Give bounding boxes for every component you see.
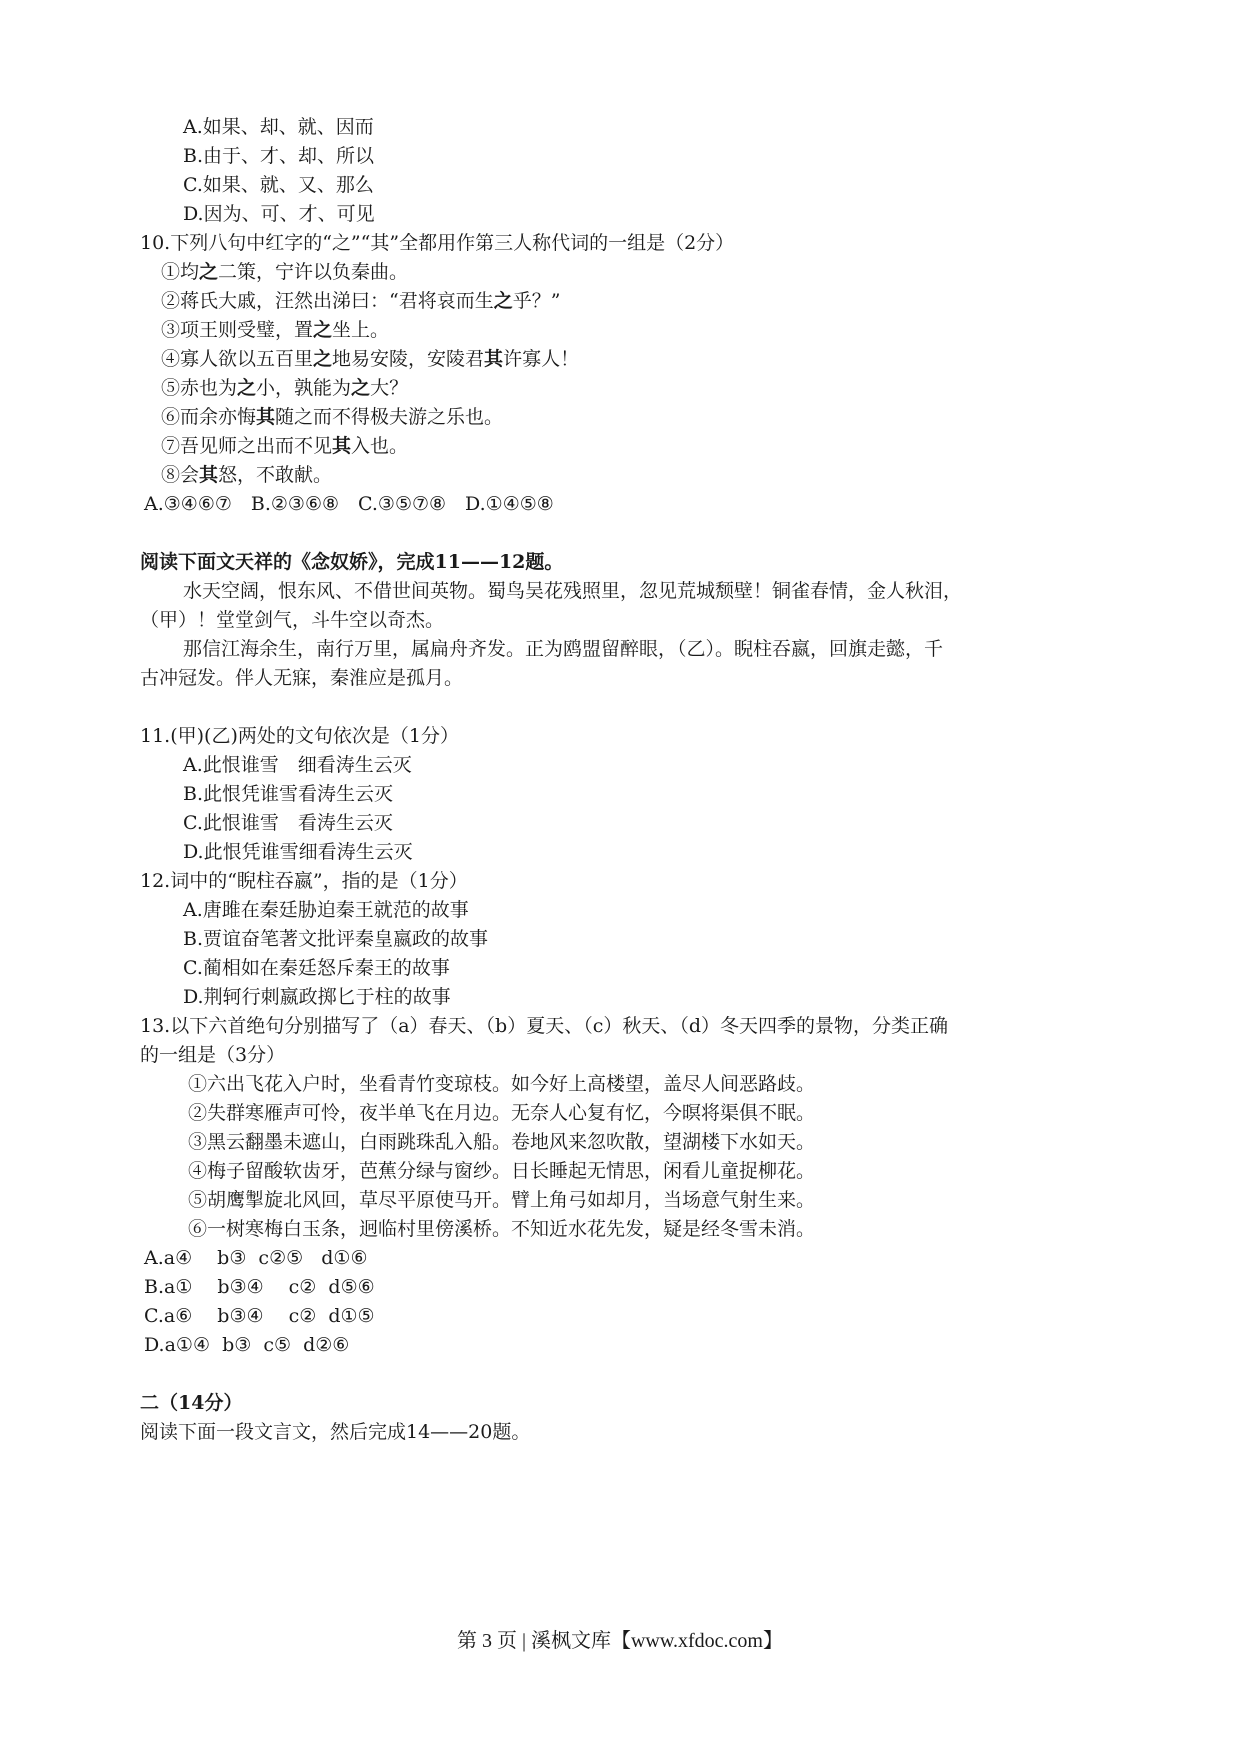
q9-option-d: D.因为、可、才、可见	[183, 203, 375, 225]
q9-option-c: C.如果、就、又、那么	[183, 174, 374, 196]
q10-item: ①均之二策，宁许以负秦曲。	[161, 261, 409, 283]
q11-option-b: B.此恨凭谁雪看涛生云灭	[183, 783, 394, 805]
q10-item: ②蒋氏大戚，汪然出涕曰：“君将哀而生之乎？”	[161, 290, 561, 312]
q10-stem: 10.下列八句中红字的“之”“其”全都用作第三人称代词的一组是（2分）	[140, 232, 735, 254]
poem-line: 水天空阔，恨东风、不借世间英物。蜀鸟吴花残照里，忽见荒城颓壁！铜雀春情，金人秋泪，	[183, 580, 963, 602]
poem-line: 那信江海余生，南行万里，属扁舟齐发。正为鸥盟留醉眼，（乙）。睨柱吞嬴，回旗走懿，千	[183, 638, 944, 660]
q13-poem: ③黑云翻墨未遮山，白雨跳珠乱入船。卷地风来忽吹散，望湖楼下水如天。	[188, 1131, 816, 1153]
q10-item: ③项王则受璧，置之坐上。	[161, 319, 390, 341]
q13-poem: ④梅子留酸软齿牙，芭蕉分绿与窗纱。日长睡起无情思，闲看儿童捉柳花。	[188, 1160, 816, 1182]
q13-option-a: A.a④ b③ c②⑤ d①⑥	[144, 1247, 368, 1269]
q13-stem: 13.以下六首绝句分别描写了（a）春天、（b）夏天、（c）秋天、（d）冬天四季的景物，分类正确	[140, 1015, 949, 1037]
poem-line: 古冲冠发。伴人无寐，秦淮应是孤月。	[140, 667, 464, 689]
poem-line: （甲）！堂堂剑气，斗牛空以奇杰。	[140, 609, 445, 631]
q10-item: ⑧会其怒，不敢献。	[161, 464, 333, 486]
q13-poem: ⑥一树寒梅白玉条，迥临村里傍溪桥。不知近水花先发，疑是经冬雪未消。	[188, 1218, 816, 1240]
page-footer: 第 3 页 | 溪枫文库【www.xfdoc.com】	[456, 1630, 783, 1652]
section-intro: 阅读下面一段文言文，然后完成14——20题。	[140, 1421, 531, 1443]
q12-option-a: A.唐雎在秦廷胁迫秦王就范的故事	[183, 899, 469, 921]
q13-poem: ①六出飞花入户时，坐看青竹变琼枝。如今好上高楼望，盖尽人间恶路歧。	[188, 1073, 816, 1095]
q11-option-d: D.此恨凭谁雪细看涛生云灭	[183, 841, 413, 863]
q13-option-d: D.a①④ b③ c⑤ d②⑥	[144, 1334, 350, 1356]
q10-item: ⑦吾见师之出而不见其入也。	[161, 435, 409, 457]
section-heading: 二（14分）	[140, 1392, 243, 1414]
q9-option-b: B.由于、才、却、所以	[183, 145, 375, 167]
q12-option-b: B.贾谊奋笔著文批评秦皇嬴政的故事	[183, 928, 489, 950]
q13-option-c: C.a⑥ b③④ c② d①⑤	[144, 1305, 375, 1327]
q13-poem: ②失群寒雁声可怜，夜半单飞在月边。无奈人心复有忆，今暝将渠俱不眠。	[188, 1102, 816, 1124]
q11-option-a: A.此恨谁雪 细看涛生云灭	[183, 754, 412, 776]
q10-options: A.③④⑥⑦ B.②③⑥⑧ C.③⑤⑦⑧ D.①④⑤⑧	[144, 493, 554, 515]
q11-option-c: C.此恨谁雪 看涛生云灭	[183, 812, 393, 834]
q10-item: ④寡人欲以五百里之地易安陵，安陵君其许寡人！	[161, 348, 580, 370]
q13-option-b: B.a① b③④ c② d⑤⑥	[144, 1276, 375, 1298]
poem-heading: 阅读下面文天祥的《念奴娇》，完成11——12题。	[140, 551, 564, 573]
q12-option-c: C.蔺相如在秦廷怒斥秦王的故事	[183, 957, 450, 979]
q10-item: ⑤赤也为之小，孰能为之大？	[161, 377, 409, 399]
q12-stem: 12.词中的“睨柱吞嬴”，指的是（1分）	[140, 870, 468, 892]
q12-option-d: D.荆轲行刺嬴政掷匕于柱的故事	[183, 986, 451, 1008]
q10-item: ⑥而余亦悔其随之而不得极夫游之乐也。	[161, 406, 504, 428]
q13-stem-continued: 的一组是（3分）	[140, 1044, 286, 1066]
q11-stem: 11.(甲)(乙)两处的文句依次是（1分）	[140, 725, 459, 747]
q9-option-a: A.如果、却、就、因而	[183, 116, 374, 138]
q13-poem: ⑤胡鹰掣旋北风回，草尽平原使马开。臂上角弓如却月，当场意气射生来。	[188, 1189, 816, 1211]
